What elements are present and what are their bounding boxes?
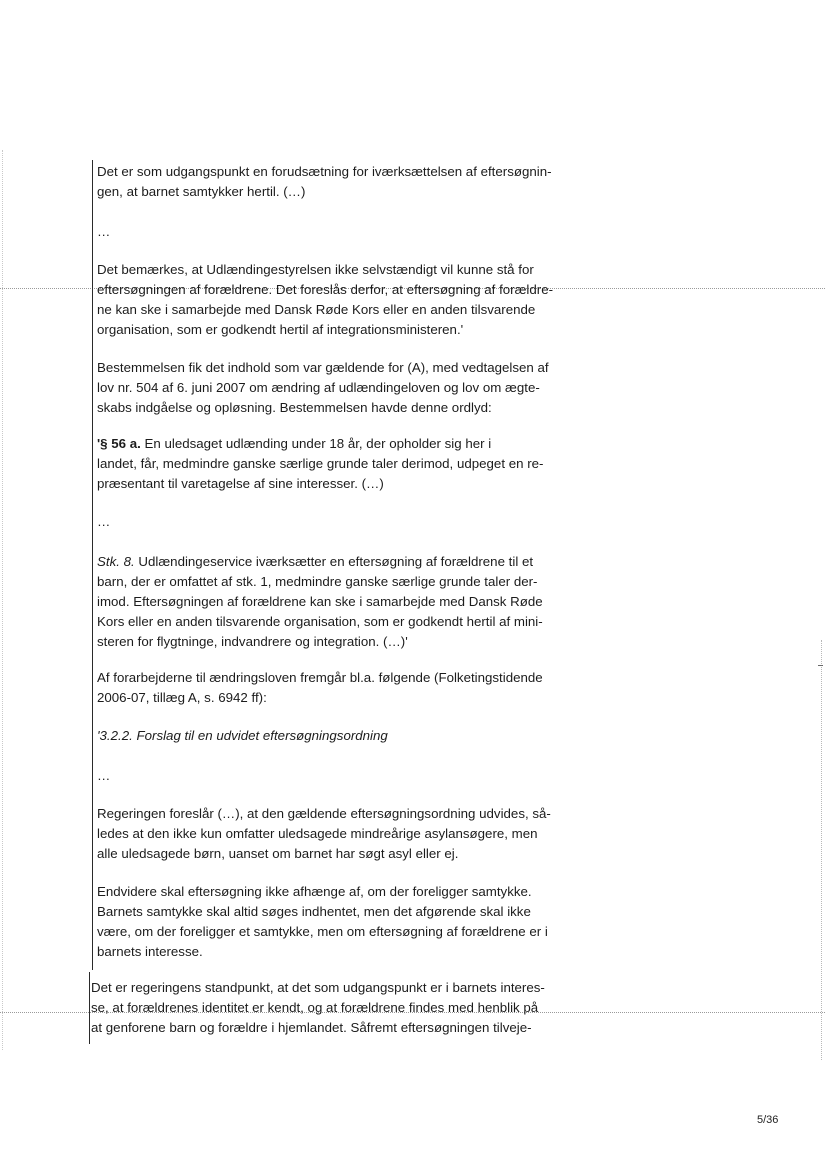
text-line: 2006-07, tillæg A, s. 6942 ff): bbox=[97, 690, 267, 705]
text-line: barn, der er omfattet af stk. 1, medmindre ganske særlige grunde taler der- bbox=[97, 574, 538, 589]
change-marker-bar bbox=[89, 972, 90, 1044]
ellipsis: … bbox=[97, 224, 111, 239]
text-line: præsentant til varetagelse af sine interesser. (…) bbox=[97, 476, 384, 491]
paragraph bbox=[97, 162, 552, 202]
text-line: eftersøgningen af forældrene. Det foreslås derfor, at eftersøgning af forældre- bbox=[97, 282, 554, 297]
text-line: Kors eller en anden tilsvarende organisation, som er godkendt hertil af mini- bbox=[97, 614, 543, 629]
text-line: landet, får, medmindre ganske særlige grunde taler derimod, udpeget en re- bbox=[97, 456, 544, 471]
text-line: Det er regeringens standpunkt, at det som udgangspunkt er i barnets interes- bbox=[91, 980, 545, 995]
text-line: ledes at den ikke kun omfatter uledsagede mindreårige asylansøgere, men bbox=[97, 826, 538, 841]
ellipsis: … bbox=[97, 514, 111, 529]
page-number: 5/36 bbox=[757, 1114, 779, 1126]
text-line: Det er som udgangspunkt en forudsætning for iværksættelsen af eftersøgnin- bbox=[97, 164, 552, 179]
text-line: alle uledsagede børn, uanset om barnet har søgt asyl eller ej. bbox=[97, 846, 459, 861]
text-line: se, at forældrenes identitet er kendt, og at forældrene findes med henblik på bbox=[91, 1000, 539, 1015]
paragraph bbox=[97, 552, 543, 652]
text-line bbox=[97, 434, 543, 454]
text-line: Barnets samtykke skal altid søges indhentet, men det afgørende skal ikke bbox=[97, 904, 531, 919]
text-line: skabs indgåelse og opløsning. Bestemmelsen havde denne ordlyd: bbox=[97, 400, 492, 415]
scan-edge-left bbox=[2, 150, 3, 1050]
text-line: Det bemærkes, at Udlændingestyrelsen ikke selvstændigt vil kunne stå for bbox=[97, 262, 534, 277]
paragraph bbox=[97, 434, 543, 494]
text-line: imod. Eftersøgningen af forældrene kan ske i samarbejde med Dansk Røde bbox=[97, 594, 543, 609]
text-line: Regeringen foreslår (…), at den gældende eftersøgningsordning udvides, så- bbox=[97, 806, 551, 821]
paragraph bbox=[91, 978, 545, 1038]
paragraph bbox=[97, 668, 543, 708]
ellipsis: … bbox=[97, 768, 111, 783]
text-line: barnets interesse. bbox=[97, 944, 203, 959]
paragraph bbox=[97, 804, 551, 864]
text-line: Bestemmelsen fik det indhold som var gældende for (A), med vedtagelsen af bbox=[97, 360, 549, 375]
text-line: organisation, som er godkendt hertil af integrationsministeren.' bbox=[97, 322, 464, 337]
text-line: ne kan ske i samarbejde med Dansk Røde Kors eller en anden tilsvarende bbox=[97, 302, 536, 317]
text-line: at genforene barn og forældre i hjemlandet. Såfremt eftersøgningen tilveje- bbox=[91, 1020, 532, 1035]
scan-edge-right bbox=[821, 640, 822, 1060]
text-line bbox=[97, 552, 543, 572]
text-line: gen, at barnet samtykker hertil. (…) bbox=[97, 184, 306, 199]
text-line: lov nr. 504 af 6. juni 2007 om ændring af udlændingeloven og lov om ægte- bbox=[97, 380, 540, 395]
change-marker-bar bbox=[92, 160, 93, 970]
text-span: Udlændingeservice iværksætter en eftersøgning af forældrene til et bbox=[134, 554, 534, 569]
paragraph bbox=[97, 260, 553, 340]
text-line: være, om der foreligger et samtykke, men om eftersøgning af forældrene er i bbox=[97, 924, 548, 939]
text-span: En uledsaget udlænding under 18 år, der opholder sig her i bbox=[140, 436, 492, 451]
text-line: Endvidere skal eftersøgning ikke afhænge af, om der foreligger samtykke. bbox=[97, 884, 532, 899]
section-number: '§ 56 a. bbox=[97, 436, 141, 451]
quoted-heading: '3.2.2. Forslag til en udvidet eftersøgningsordning bbox=[97, 728, 388, 743]
text-line: steren for flygtninge, indvandrere og integration. (…)' bbox=[97, 634, 408, 649]
scan-edge-tick bbox=[818, 665, 823, 666]
paragraph bbox=[97, 882, 548, 962]
paragraph bbox=[97, 358, 549, 418]
subsection-label: Stk. 8. bbox=[97, 554, 135, 569]
text-line: Af forarbejderne til ændringsloven fremgår bl.a. følgende (Folketingstidende bbox=[97, 670, 543, 685]
